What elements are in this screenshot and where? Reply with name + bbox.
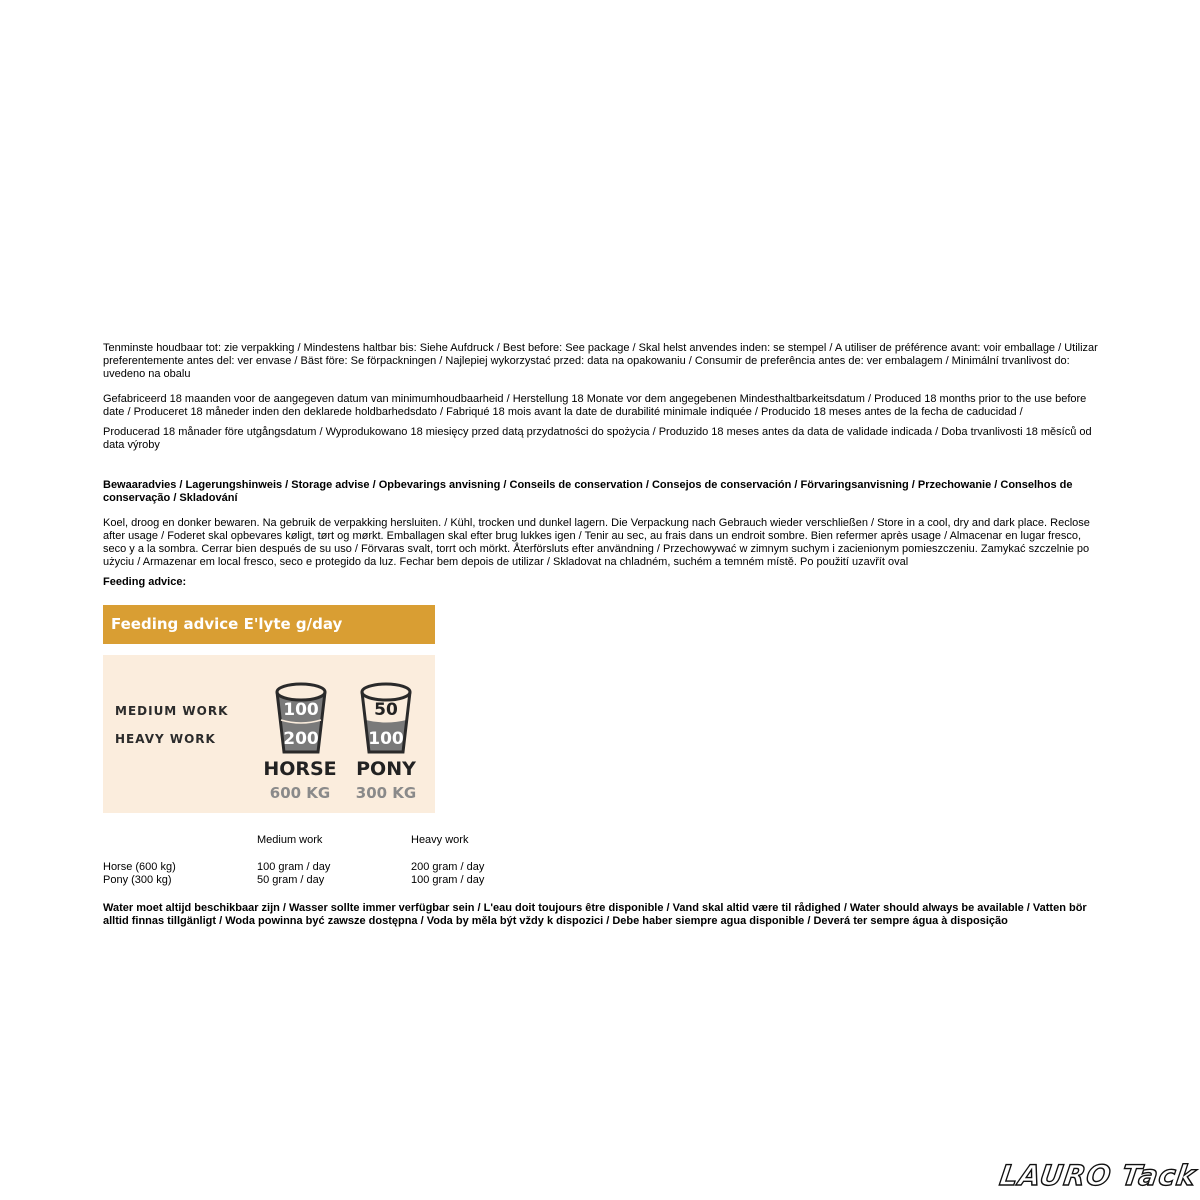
pony-heavy-value: 100 [368,729,404,749]
table-header-medium: Medium work [257,834,323,846]
produced-text-2: Producerad 18 månader före utgångsdatum / Wyprodukowano 18 miesięcy przed datą przydatności do spożycia / Produzido 18 meses antes da data de validade indicada / Doba trvanlivosti 18 měsíců od data výroby [103,426,1092,451]
horse-heavy-value: 200 [283,729,319,749]
horse-medium-value: 100 [283,700,319,720]
storage-heading: Bewaaradvies / Lagerungshinweis / Storage advise / Opbevarings anvisning / Conseils de conservation / Consejos de conservación / Förvaringsanvisning / Przechowanie / Conselhos de conservação / Skladování [103,479,1073,504]
pony-label: PONY [356,758,416,780]
pony-bucket-icon [359,682,413,756]
horse-bucket-icon [274,682,328,756]
pony-medium-value: 50 [374,700,398,720]
pony-weight: 300 KG [355,784,417,802]
table-cell: 200 gram / day [411,861,485,873]
horse-label: HORSE [263,758,337,780]
water-availability-text: Water moet altijd beschikbaar zijn / Wasser sollte immer verfügbar sein / L'eau doit toujours être disponible / Vand skal altid være til rådighed / Water should always be available / Vatten bör alltid finnas tillgänligt / Woda powinna być zawsze dostępna / Voda by měla být vždy k dispozici / Debe haber siempre agua disponible / Deverá ter sempre água à disposição [103,902,1087,927]
table-row-label: Horse (600 kg) [103,861,176,873]
brand-logo: LAURO Tack [997,1159,1199,1192]
table-header-heavy: Heavy work [411,834,469,846]
table-cell: 100 gram / day [411,874,485,886]
medium-work-label: MEDIUM WORK [115,704,229,718]
storage-text: Koel, droog en donker bewaren. Na gebruik de verpakking hersluiten. / Kühl, trocken und dunkel lagern. Die Verpackung nach Gebrauch wieder verschließen / Store in a cool, dry and dark place. Reclose after usage / Foderet skal opbevares køligt, tørt og mørkt. Emballagen skal efter brug lukkes igen / Tenir au sec, au frais dans un endroit sombre. Bien refermer après usage / Almacenar en lugar fresco, seco y a la sombra. Cerrar bien después de su uso / Förvaras svalt, torrt och mörkt. Återförsluts efter användning / Przechowywać w zimnym suchym i zacienionym pomieszczeniu. Zamykać szczelnie po użyciu / Armazenar em local fresco, seco e protegido da luz. Fechar bem depois de utilizar / Skladovat na chladném, suchém a temném místě. Po použití uzavřít oval [103,517,1090,568]
best-before-text: Tenminste houdbaar tot: zie verpakking / Mindestens haltbar bis: Siehe Aufdruck / Best before: See package / Skal helst anvendes inden: se stempel / A utiliser de préférence avant: voir emballage / Utilizar preferentemente antes del: ver envase / Bäst före: Se förpackningen / Najlepiej wykorzystać przed: data na opakowaniu / Consumir de preferência antes de: ver embalagem / Minimální trvanlivost do: uvedeno na obalu [103,342,1098,380]
produced-text-1: Gefabriceerd 18 maanden voor de aangegeven datum van minimumhoudbaarheid / Herstellung 18 Monate vor dem angegebenen Mindesthaltbarkeitsdatum / Produced 18 months prior to the use before date / Produceret 18 måneder inden den deklarede holdbarhedsdato / Fabriqué 18 mois avant la date de durabilité minimale indiquée / Producido 18 meses antes de la fecha de caducidad / [103,393,1087,418]
table-cell: 100 gram / day [257,861,331,873]
table-cell: 50 gram / day [257,874,325,886]
panel-body [103,655,435,813]
feeding-advice-panel [103,605,435,813]
panel-title: Feeding advice E'lyte g/day [103,605,435,644]
table-row-label: Pony (300 kg) [103,874,172,886]
feeding-heading: Feeding advice: [103,576,187,588]
heavy-work-label: HEAVY WORK [115,732,216,746]
horse-weight: 600 KG [269,784,331,802]
